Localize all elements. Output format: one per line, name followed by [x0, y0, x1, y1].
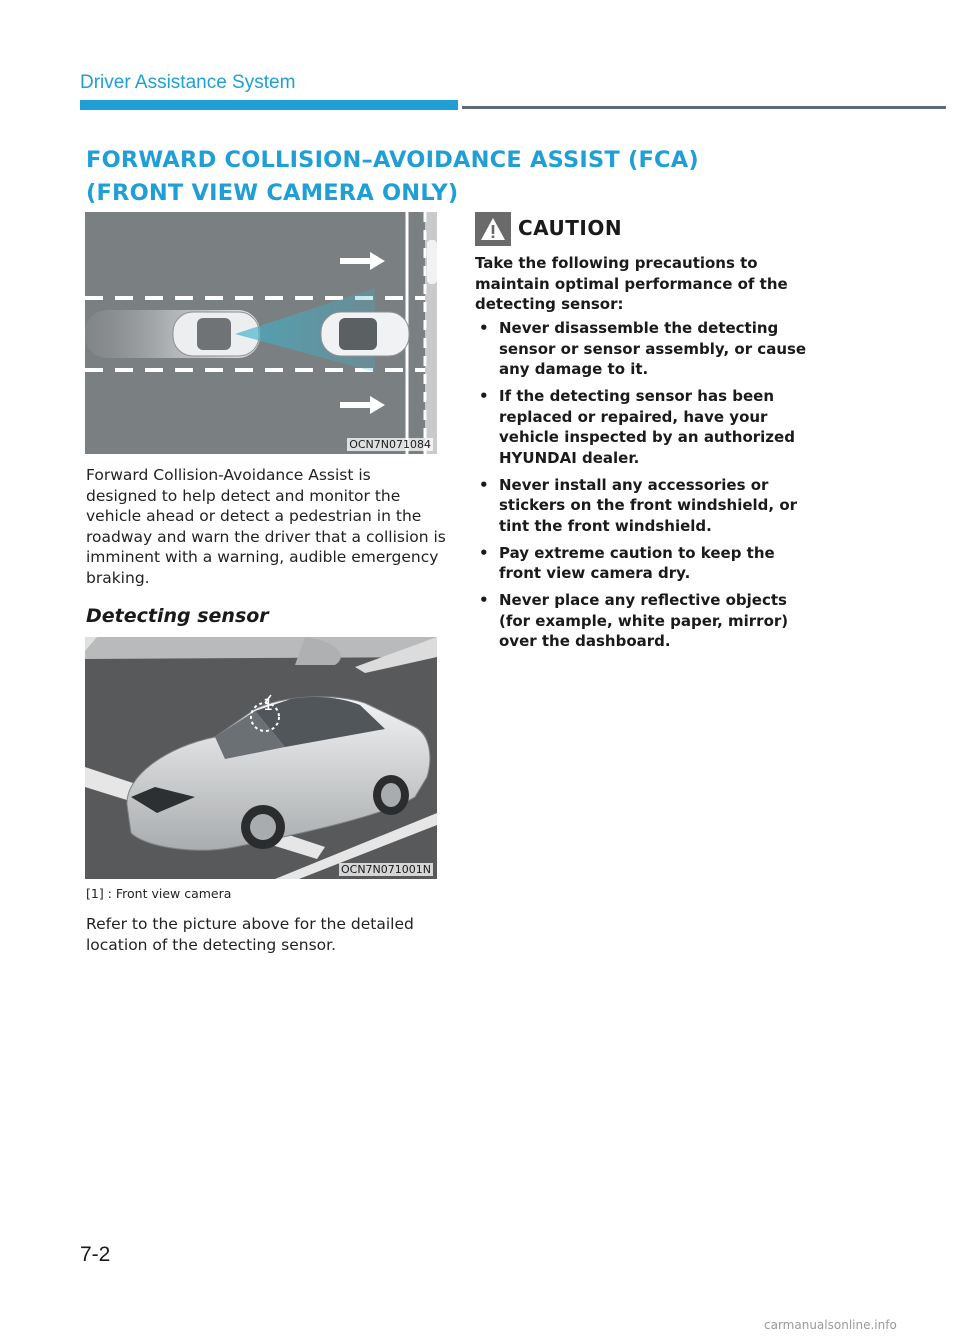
header-rule-accent — [80, 100, 458, 110]
header-rule — [462, 106, 946, 109]
bullet: • — [479, 319, 489, 337]
list-item — [475, 386, 820, 468]
road-diagram — [85, 212, 437, 454]
fca-description: Forward Collision-Avoidance Assist is designed to help detect and monitor the vehicle ahead or detect a pedestrian in the roadway and warn the driver that a collision is imminent with a warning, audible emergency braking. — [86, 466, 446, 587]
fca-diagram-figure — [85, 212, 437, 454]
bullet: • — [479, 475, 489, 494]
bullet: • — [479, 387, 489, 405]
list-item — [475, 318, 820, 380]
list-item-text: Never place any reflective objects (for example, white paper, mirror) over the dashboard. — [499, 591, 789, 650]
caution-icon-box — [475, 212, 511, 246]
bullet: • — [479, 591, 489, 609]
warning-triangle-icon — [479, 216, 507, 242]
list-item — [475, 543, 820, 584]
page-number: 7-2 — [80, 1243, 111, 1266]
list-item — [475, 475, 820, 537]
list-item-text: If the detecting sensor has been replaced or repaired, have your vehicle inspected by an authorized HYUNDAI dealer. — [499, 387, 795, 467]
list-item-text: Pay extreme caution to keep the front view camera dry. — [499, 543, 775, 582]
figure-code: OCN7N071084 — [349, 438, 431, 451]
detecting-sensor-figure — [85, 637, 437, 879]
callout-number: 1 — [263, 695, 274, 714]
bullet: • — [479, 543, 489, 562]
watermark: carmanualsonline.info — [764, 1318, 897, 1332]
list-item-text: Never install any accessories or stickers on the front windshield, or tint the front windshield. — [499, 475, 798, 535]
list-item-text: Never disassemble the detecting sensor or sensor assembly, or cause any damage to it. — [499, 319, 807, 378]
car-illustration — [85, 637, 437, 879]
header-title: Driver Assistance System — [80, 72, 296, 93]
caution-list — [475, 318, 820, 658]
figure-caption: [1] : Front view camera — [86, 886, 232, 901]
list-item — [475, 590, 820, 652]
caution-heading: CAUTION — [518, 216, 623, 240]
sensor-location-text: Refer to the picture above for the detailed location of the detecting sensor. — [86, 915, 414, 954]
vehicle-ahead — [321, 312, 409, 356]
detecting-sensor-heading: Detecting sensor — [86, 605, 269, 627]
section-title: FORWARD COLLISION–AVOIDANCE ASSIST (FCA) (FRONT VIEW CAMERA ONLY) — [86, 147, 699, 206]
figure-code: OCN7N071001N — [340, 863, 431, 876]
caution-intro: Take the following precautions to maintain optimal performance of the detecting sensor: — [475, 254, 788, 313]
